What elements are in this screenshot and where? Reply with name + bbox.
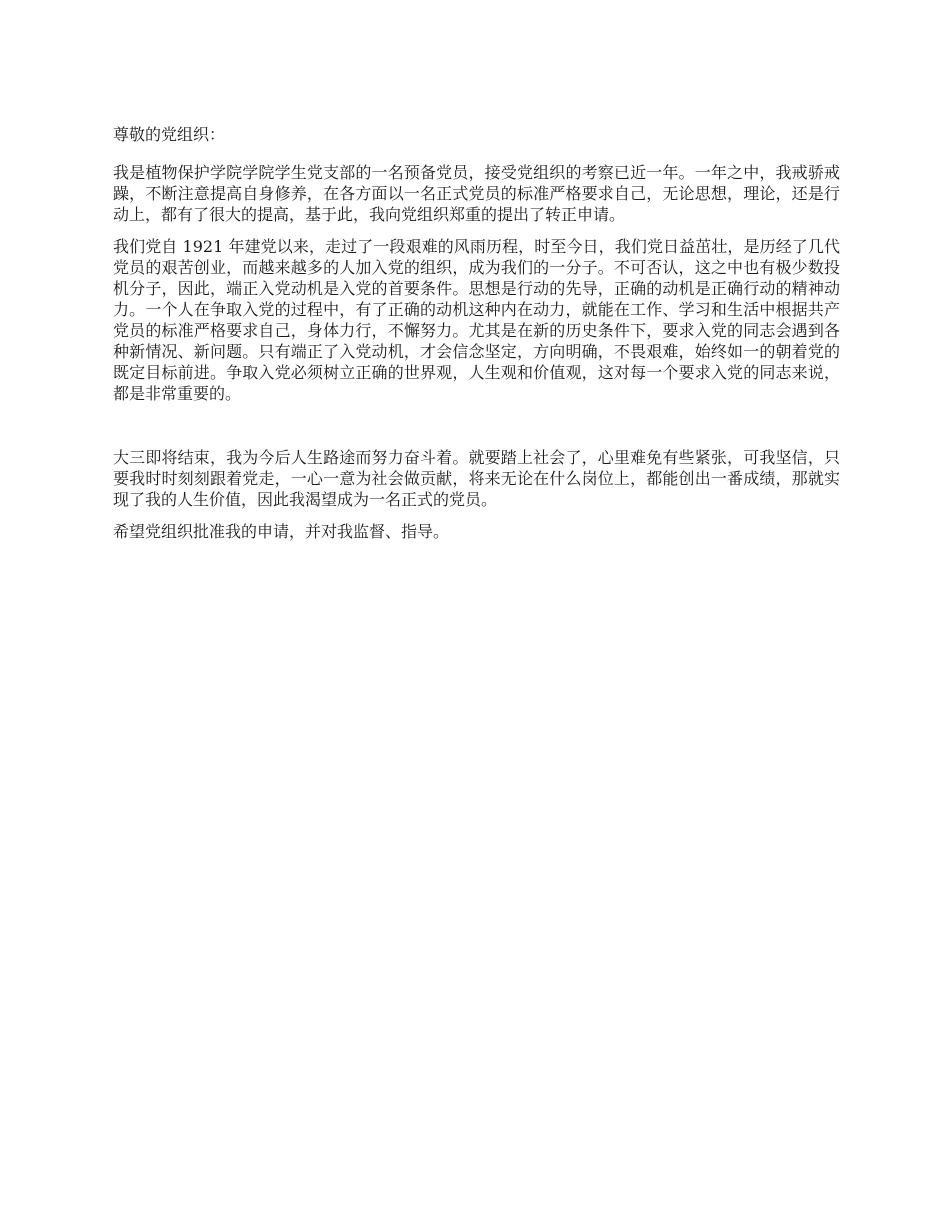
paragraph-motivation: 我们党自 1921 年建党以来，走过了一段艰难的风雨历程，时至今日，我们党日益茁壮，是历经了几代党员的艰苦创业，而越来越多的人加入党的组织，成为我们的一分子。不可否认，这之中也有极少数投机分子，因此，端正入党动机是入党的首要条件。思想是行动的先导，正确的动机是正确行动的精神动力。一个人在争取入党的过程中，有了正确的动机这种内在动力，就能在工作、学习和生活中根据共产党员的标准严格要求自己，身体力行，不懈努力。尤其是在新的历史条件下，要求入党的同志会遇到各种新情况、新问题。只有端正了入党动机，才会信念坚定，方向明确，不畏艰难，始终如一的朝着党的既定目标前进。争取入党必须树立正确的世界观，人生观和价值观，这对每一个要求入党的同志来说，都是非常重要的。 bbox=[113, 237, 840, 403]
salutation: 尊敬的党组织： bbox=[113, 125, 226, 144]
document-body bbox=[113, 124, 840, 553]
paragraph-spacer bbox=[113, 415, 840, 447]
paragraph-aspiration: 大三即将结束，我为今后人生路途而努力奋斗着。就要踏上社会了，心里难免有些紧张，可我坚信，只要我时时刻刻跟着党走，一心一意为社会做贡献，将来无论在什么岗位上，都能创出一番成绩，那就实现了我的人生价值，因此我渴望成为一名正式的党员。 bbox=[113, 448, 840, 509]
paragraph-closing: 希望党组织批准我的申请，并对我监督、指导。 bbox=[113, 522, 450, 541]
paragraph-intro: 我是植物保护学院学院学生党支部的一名预备党员，接受党组织的考察已近一年。一年之中，我戒骄戒躁，不断注意提高自身修养，在各方面以一名正式党员的标准严格要求自己，无论思想，理论，还是行动上，都有了很大的提高，基于此，我向党组织郑重的提出了转正申请。 bbox=[113, 163, 840, 224]
